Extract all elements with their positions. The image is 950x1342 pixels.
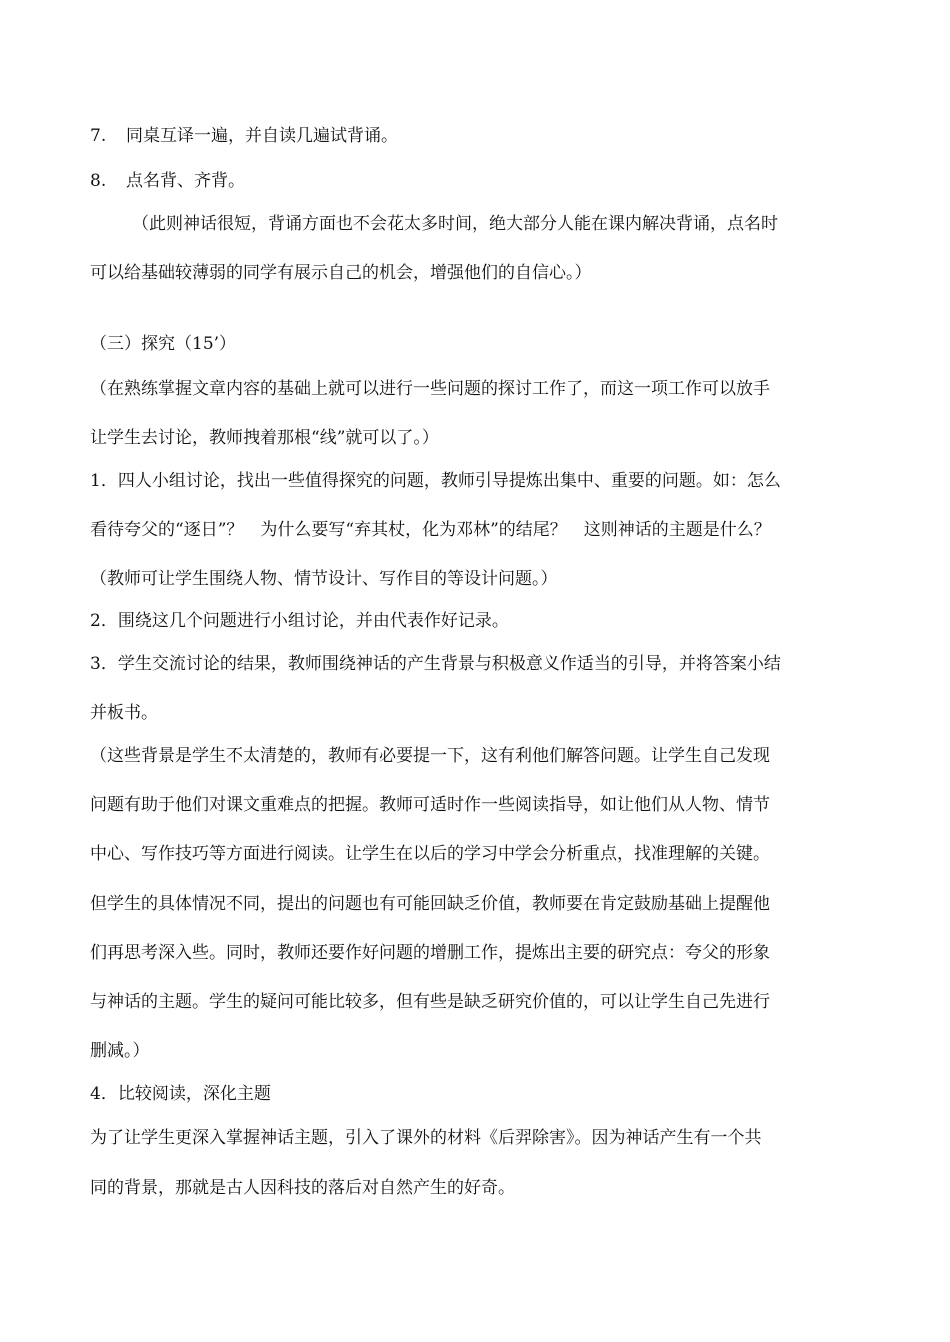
list-item-number: 8. [90,171,107,191]
list-item-number: 7. [90,126,107,146]
section-heading: （三）探究（15’） [90,334,237,354]
note-2-line-2: 问题有助于他们对课文重难点的把握。教师可适时作一些阅读指导，如让他们从人物、情节 [90,795,770,815]
note-2-line-4: 但学生的具体情况不同，提出的问题也有可能回缺乏价值，教师要在肯定鼓励基础上提醒他 [90,894,770,914]
paragraph-2: 2．围绕这几个问题进行小组讨论，并由代表作好记录。 [90,611,509,631]
paragraph-4-line-1: 为了让学生更深入掌握神话主题，引入了课外的材料《后羿除害》。因为神话产生有一个共 [90,1128,762,1148]
list-item-text: 点名背、齐背。 [126,171,245,191]
note-2-line-7: 删减。） [90,1041,150,1061]
section-intro-line-1: （在熟练掌握文章内容的基础上就可以进行一些问题的探讨工作了，而这一项工作可以放手 [90,379,770,399]
note-2-line-5: 们再思考深入些。同时，教师还要作好问题的增删工作，提炼出主要的研究点：夸父的形象 [90,943,770,963]
paragraph-3-line-1: 3．学生交流讨论的结果，教师围绕神话的产生背景与积极意义作适当的引导，并将答案小结 [90,654,781,674]
note-2-line-3: 中心、写作技巧等方面进行阅读。让学生在以后的学习中学会分析重点，找准理解的关键。 [90,844,770,864]
paragraph-1-line-2: 看待夸父的“逐日”？ 为什么要写“弃其杖，化为邓林”的结尾？ 这则神话的主题是什么？ [90,520,771,540]
note-2-line-1: （这些背景是学生不太清楚的，教师有必要提一下，这有利他们解答问题。让学生自己发现 [90,746,770,766]
note-1-line-1: （此则神话很短，背诵方面也不会花太多时间，绝大部分人能在课内解决背诵，点名时 [132,214,778,234]
list-item-text: 同桌互译一遍，并自读几遍试背诵。 [126,126,398,146]
note-1-line-2: 可以给基础较薄弱的同学有展示自己的机会，增强他们的自信心。） [90,263,592,283]
paragraph-1-note: （教师可让学生围绕人物、情节设计、写作目的等设计问题。） [90,569,558,589]
list-item-7 [90,125,870,147]
paragraph-4-heading: 4．比较阅读，深化主题 [90,1084,271,1104]
note-2-line-6: 与神话的主题。学生的疑问可能比较多，但有些是缺乏研究价值的，可以让学生自己先进行 [90,992,770,1012]
section-intro-line-2: 让学生去讨论，教师拽着那根“线”就可以了。） [90,428,439,448]
paragraph-1-line-1: 1．四人小组讨论，找出一些值得探究的问题，教师引导提炼出集中、重要的问题。如：怎么 [90,471,781,491]
paragraph-3-line-2: 并板书。 [90,703,158,723]
list-item-8 [90,170,870,192]
paragraph-4-line-2: 同的背景，那就是古人因科技的落后对自然产生的好奇。 [90,1178,515,1198]
